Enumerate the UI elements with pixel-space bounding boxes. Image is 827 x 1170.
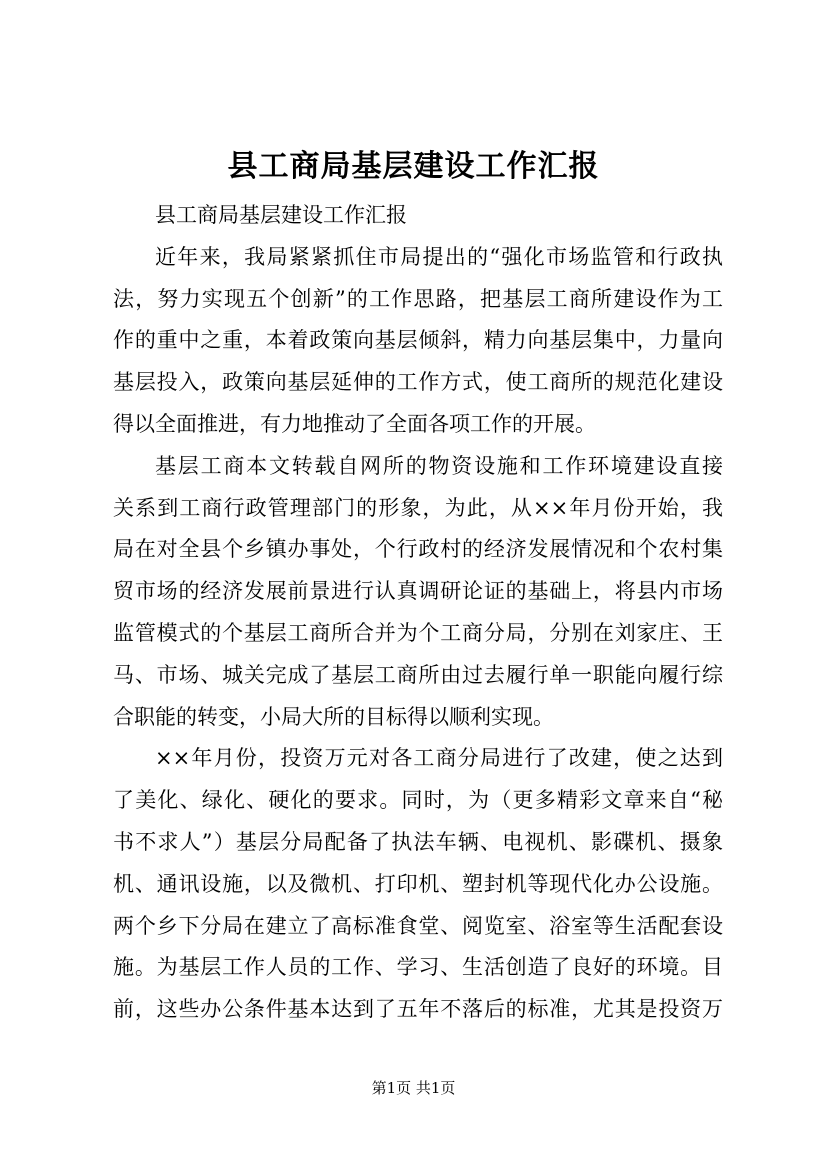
text-line: 近年来，我局紧紧抓住市局提出的“强化市场监管和行政执	[155, 244, 723, 269]
text-line: ××年月份，投资万元对各工商分局进行了改建，使之达到	[155, 746, 723, 771]
text-line: 基层投入，政策向基层延伸的工作方式，使工商所的规范化建设	[113, 370, 723, 395]
text-line: 基层工商本文转载自网所的物资设施和工作环境建设直接	[155, 453, 723, 478]
text-line: 贸市场的经济发展前景进行认真调研论证的基础上，将县内市场	[113, 579, 723, 604]
page-number-footer: 第1页 共1页	[371, 1079, 456, 1097]
text-line: 关系到工商行政管理部门的形象，为此，从××年月份开始，我	[113, 495, 723, 520]
text-line: 得以全面推进，有力地推动了全面各项工作的开展。	[113, 411, 596, 436]
text-line: 合职能的转变，小局大所的目标得以顺利实现。	[113, 704, 554, 729]
text-line: 了美化、绿化、硬化的要求。同时，为（更多精彩文章来自“秘	[113, 788, 723, 813]
document-title: 县工商局基层建设工作汇报	[227, 149, 600, 184]
text-line: 机、通讯设施，以及微机、打印机、塑封机等现代化办公设施。	[113, 871, 723, 896]
text-line: 施。为基层工作人员的工作、学习、生活创造了良好的环境。目	[113, 955, 723, 980]
subtitle-line: 县工商局基层建设工作汇报	[155, 203, 407, 227]
text-line: 监管模式的个基层工商所合并为个工商分局，分别在刘家庄、王	[113, 620, 723, 645]
text-line: 作的重中之重，本着政策向基层倾斜，精力向基层集中，力量向	[113, 328, 723, 353]
text-line: 书不求人”）基层分局配备了执法车辆、电视机、影碟机、摄象	[113, 829, 723, 854]
text-line: 两个乡下分局在建立了高标准食堂、阅览室、浴室等生活配套设	[113, 913, 723, 938]
text-line: 马、市场、城关完成了基层工商所由过去履行单一职能向履行综	[113, 662, 723, 687]
document-body	[113, 195, 723, 1031]
text-line: 法，努力实现五个创新”的工作思路，把基层工商所建设作为工	[113, 286, 723, 311]
text-line: 前，这些办公条件基本达到了五年不落后的标准，尤其是投资万	[113, 997, 723, 1022]
text-line: 局在对全县个乡镇办事处，个行政村的经济发展情况和个农村集	[113, 537, 723, 562]
